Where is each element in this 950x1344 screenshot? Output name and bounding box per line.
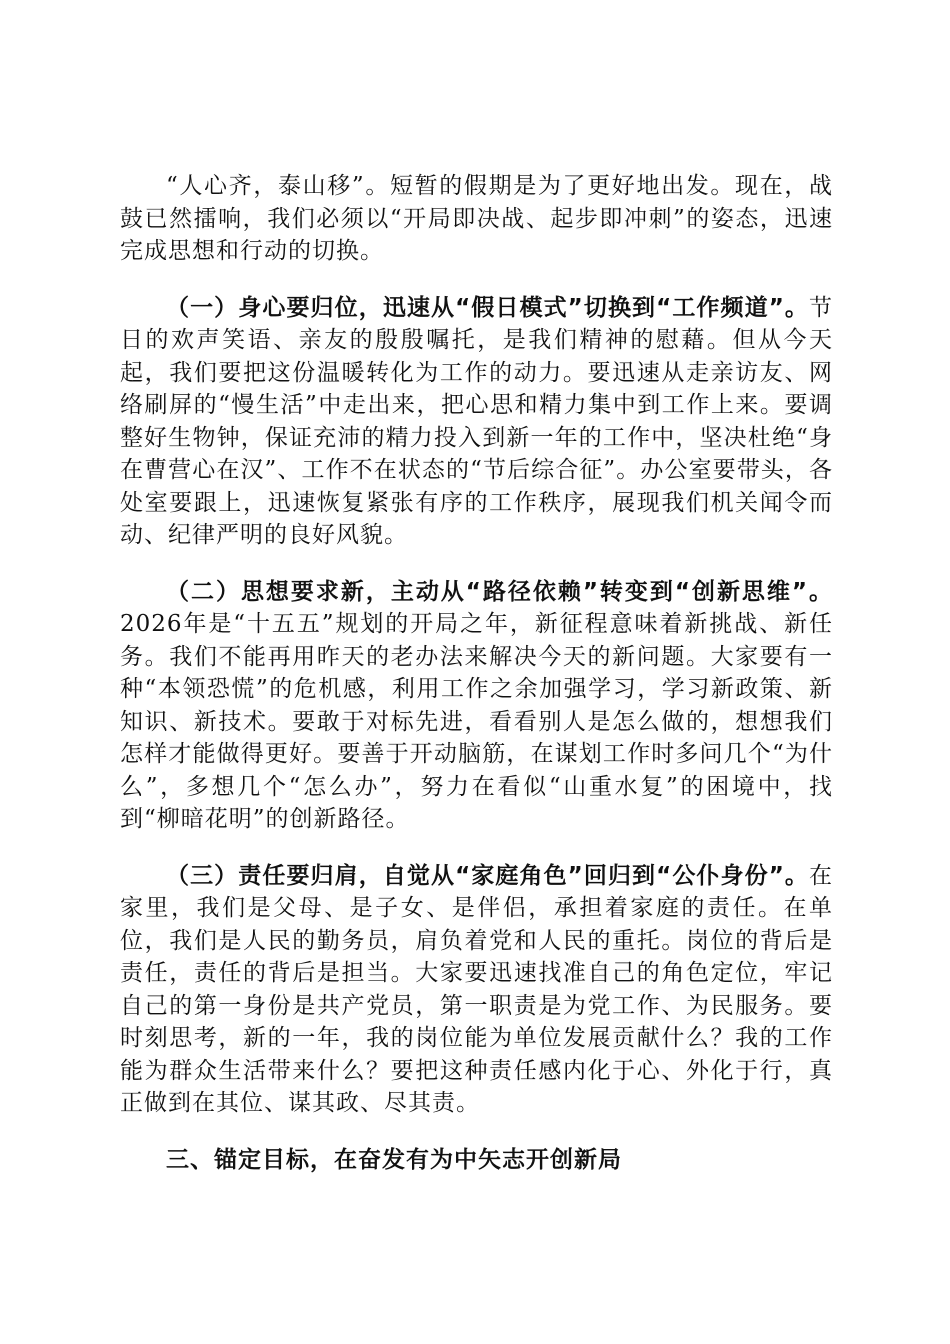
document-body [120, 170, 833, 1176]
intro-paragraph [120, 170, 833, 268]
point-three-lead: （三）责任要归肩，自觉从“家庭角色”回归到“公仆身份”。 [166, 862, 809, 889]
paragraph-text: “人心齐，泰山移”。短暂的假期是为了更好地出发。现在，战鼓已然擂响，我们必须以“开局即决战、起步即冲刺”的姿态，迅速完成思想和行动的切换。 [120, 173, 833, 264]
section-heading: 三、锚定目标，在奋发有为中矢志开创新局 [166, 1146, 622, 1173]
point-two-paragraph [120, 576, 833, 836]
point-two-text: 2026年是“十五五”规划的开局之年，新征程意味着新挑战、新任务。我们不能再用昨天的老办法来解决今天的新问题。大家要有一种“本领恐慌”的危机感，利用工作之余加强学习，学习新政策、新知识、新技术。要敢于对标先进，看看别人是怎么做的，想想我们怎样才能做得更好。要善于开动脑筋，在谋划工作时多问几个“为什么”，多想几个“怎么办”，努力在看似“山重水复”的困境中，找到“柳暗花明”的创新路径。 [120, 611, 833, 832]
point-one-paragraph [120, 292, 833, 552]
point-three-text: 在家里，我们是父母、是子女、是伴侣，承担着家庭的责任。在单位，我们是人民的勤务员，肩负着党和人民的重托。岗位的背后是责任，责任的背后是担当。大家要迅速找准自己的角色定位，牢记自己的第一身份是共产党员，第一职责是为党工作、为民服务。要时刻思考，新的一年，我的岗位能为单位发展贡献什么？我的工作能为群众生活带来什么？要把这种责任感内化于心、外化于行，真正做到在其位、谋其政、尽其责。 [120, 862, 833, 1116]
point-two-lead: （二）思想要求新，主动从“路径依赖”转变到“创新思维”。 [166, 578, 833, 605]
point-one-text: 节日的欢声笑语、亲友的殷殷嘱托，是我们精神的慰藉。但从今天起，我们要把这份温暖转化为工作的动力。要迅速从走亲访友、网络刷屏的“慢生活”中走出来，把心思和精力集中到工作上来。要调整好生物钟，保证充沛的精力投入到新一年的工作中，坚决杜绝“身在曹营心在汉”、工作不在状态的“节后综合征”。办公室要带头，各处室要跟上，迅速恢复紧张有序的工作秩序，展现我们机关闻令而动、纪律严明的良好风貌。 [120, 294, 833, 548]
point-three-paragraph [120, 860, 833, 1120]
point-one-lead: （一）身心要归位，迅速从“假日模式”切换到“工作频道”。 [166, 294, 809, 321]
